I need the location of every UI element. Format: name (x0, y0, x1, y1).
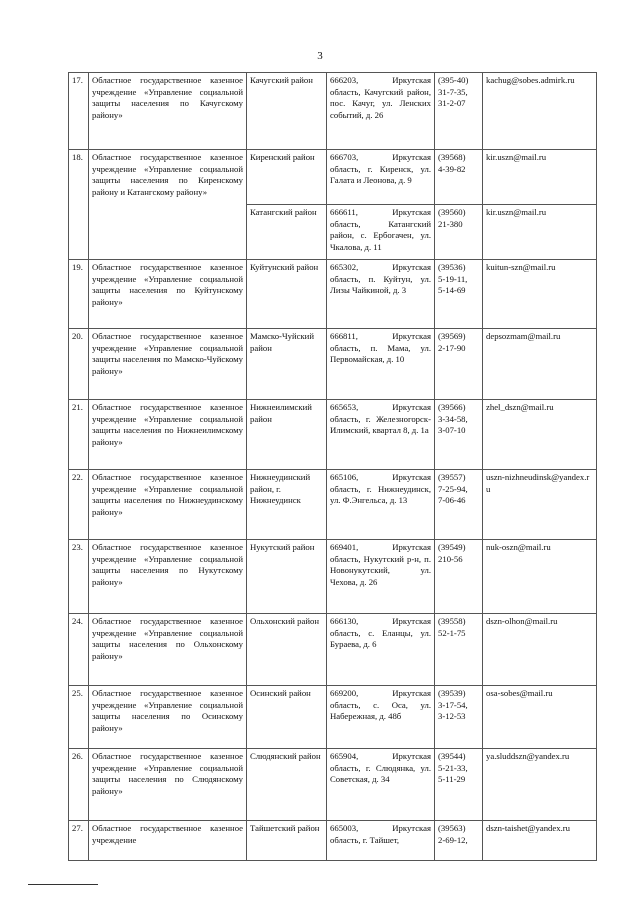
table-row (69, 749, 597, 821)
phone-line: (39568) (438, 152, 466, 162)
email-address: dszn-olhon@mail.ru (483, 614, 597, 686)
phone-line: (395-40) (438, 75, 469, 85)
institution-name: Областное государственное казенное учреждение «Управление социальной защиты населения по Осинскому району» (89, 686, 247, 749)
row-number: 17. (69, 73, 89, 150)
phone-line: 2-17-90 (438, 342, 466, 353)
institution-name: Областное государственное казенное учреждение «Управление социальной защиты населения по Киренскому району и Катангскому району» (89, 150, 247, 260)
row-number: 22. (69, 470, 89, 540)
phone-numbers (435, 686, 483, 749)
phone-numbers (435, 329, 483, 400)
service-area: Нукутский район (247, 540, 327, 614)
email-address: kuitun-szn@mail.ru (483, 260, 597, 329)
phone-line: 5-11-29 (438, 774, 466, 785)
email-address: kachug@sobes.admirk.ru (483, 73, 597, 150)
service-area: Куйтунский район (247, 260, 327, 329)
email-address: dszn-taishet@yandex.ru (483, 821, 597, 861)
institution-name: Областное государственное казенное учреждение «Управление социальной защиты населения по Нижнеудинскому району» (89, 470, 247, 540)
phone-numbers (435, 470, 483, 540)
service-area: Нижнеилимский район (247, 400, 327, 470)
institution-name: Областное государственное казенное учреждение (89, 821, 247, 861)
table-row (69, 150, 597, 205)
table-row (69, 686, 597, 749)
phone-line: 5-14-69 (438, 285, 466, 296)
postal-address: 669200, Иркутская область, с. Оса, ул. Набережная, д. 48б (327, 686, 435, 749)
phone-numbers (435, 614, 483, 686)
table-row (69, 400, 597, 470)
phone-line: 210-56 (438, 553, 463, 564)
phone-line: 21-380 (438, 218, 463, 229)
phone-line: (39544) (438, 751, 466, 761)
postal-address: 665003, Иркутская область, г. Тайшет, (327, 821, 435, 861)
institution-name: Областное государственное казенное учреждение «Управление социальной защиты населения по Нижнеилимскому району» (89, 400, 247, 470)
service-area: Слюдянский район (247, 749, 327, 821)
phone-line: 4-39-82 (438, 163, 466, 174)
phone-line: 5-21-33, (438, 762, 468, 773)
postal-address: 665653, Иркутская область, г. Железногорск-Илимский, квартал 8, д. 1а (327, 400, 435, 470)
phone-line: (39563) (438, 823, 466, 833)
phone-numbers (435, 540, 483, 614)
phone-line: 3-17-54, (438, 699, 468, 710)
table-row (69, 260, 597, 329)
phone-numbers (435, 400, 483, 470)
phone-line: (39566) (438, 402, 466, 412)
postal-address: 666130, Иркутская область, с. Еланцы, ул. Бураева, д. 6 (327, 614, 435, 686)
institution-name: Областное государственное казенное учреждение «Управление социальной защиты населения по Слюдянскому району» (89, 749, 247, 821)
institution-name: Областное государственное казенное учреждение «Управление социальной защиты населения по Ольхонскому району» (89, 614, 247, 686)
email-address: osa-sobes@mail.ru (483, 686, 597, 749)
row-number: 23. (69, 540, 89, 614)
table-row (69, 821, 597, 861)
phone-line: 3-07-10 (438, 425, 466, 436)
email-address: ya.sluddszn@yandex.ru (483, 749, 597, 821)
table-row (69, 540, 597, 614)
phone-line: (39560) (438, 207, 466, 217)
phone-line: (39569) (438, 331, 466, 341)
service-area: Мамско-Чуйский район (247, 329, 327, 400)
row-number: 24. (69, 614, 89, 686)
phone-line: 3-12-53 (438, 711, 466, 722)
phone-line: (39549) (438, 542, 466, 552)
institutions-table (68, 72, 597, 861)
phone-line: (39557) (438, 472, 466, 482)
service-area: Осинский район (247, 686, 327, 749)
postal-address: 666203, Иркутская область, Качугский район, пос. Качуг, ул. Ленских событий, д. 26 (327, 73, 435, 150)
row-number: 25. (69, 686, 89, 749)
phone-line: 31-2-07 (438, 98, 466, 109)
phone-numbers (435, 260, 483, 329)
postal-address: 666811, Иркутская область, п. Мама, ул. Первомайская, д. 10 (327, 329, 435, 400)
postal-address: 665302, Иркутская область, п. Куйтун, ул. Лизы Чайкиной, д. 3 (327, 260, 435, 329)
phone-numbers (435, 821, 483, 861)
phone-line: 7-25-94, (438, 483, 468, 494)
phone-line: 2-69-12, (438, 834, 468, 845)
email-address: kir.uszn@mail.ru (483, 205, 597, 260)
postal-address: 666611, Иркутская область, Катангский район, с. Ербогачен, ул. Чкалова, д. 11 (327, 205, 435, 260)
service-area: Тайшетский район (247, 821, 327, 861)
service-area: Ольхонский район (247, 614, 327, 686)
phone-line: 52-1-75 (438, 627, 466, 638)
service-area: Качугский район (247, 73, 327, 150)
service-area: Нижнеудинский район, г. Нижнеудинск (247, 470, 327, 540)
phone-numbers (435, 749, 483, 821)
institution-name: Областное государственное казенное учреждение «Управление социальной защиты населения по Качугскому району» (89, 73, 247, 150)
service-area: Киренский район (247, 150, 327, 205)
email-address: zhel_dszn@mail.ru (483, 400, 597, 470)
postal-address: 666703, Иркутская область, г. Киренск, ул. Галата и Леонова, д. 9 (327, 150, 435, 205)
table-row (69, 73, 597, 150)
phone-line: 7-06-46 (438, 495, 466, 506)
email-address: kir.uszn@mail.ru (483, 150, 597, 205)
row-number: 21. (69, 400, 89, 470)
page-number: 3 (317, 50, 323, 62)
table-row (69, 614, 597, 686)
table-row (69, 470, 597, 540)
postal-address: 669401, Иркутская область, Нукутский р-н, п. Новонукутский, ул. Чехова, д. 26 (327, 540, 435, 614)
phone-line: 3-34-58, (438, 413, 468, 424)
phone-numbers (435, 150, 483, 205)
table-body (69, 73, 597, 861)
phone-line: 31-7-35, (438, 86, 468, 97)
institution-name: Областное государственное казенное учреждение «Управление социальной защиты населения по Нукутскому району» (89, 540, 247, 614)
institution-name: Областное государственное казенное учреждение «Управление социальной защиты населения по Мамско-Чуйскому району» (89, 329, 247, 400)
email-address: depsozmam@mail.ru (483, 329, 597, 400)
row-number: 26. (69, 749, 89, 821)
phone-line: (39536) (438, 262, 466, 272)
footnote-rule (28, 884, 98, 885)
phone-line: 5-19-11, (438, 273, 468, 284)
phone-numbers (435, 205, 483, 260)
institution-name: Областное государственное казенное учреждение «Управление социальной защиты населения по Куйтунскому району» (89, 260, 247, 329)
postal-address: 665106, Иркутская область, г. Нижнеудинск, ул. Ф.Энгельса, д. 13 (327, 470, 435, 540)
service-area: Катангский район (247, 205, 327, 260)
row-number: 19. (69, 260, 89, 329)
row-number: 27. (69, 821, 89, 861)
phone-line: (39539) (438, 688, 466, 698)
phone-line: (39558) (438, 616, 466, 626)
postal-address: 665904, Иркутская область, г. Слюдянка, ул. Советская, д. 34 (327, 749, 435, 821)
row-number: 20. (69, 329, 89, 400)
email-address: uszn-nizhneudinsk@yandex.ru (483, 470, 597, 540)
email-address: nuk-oszn@mail.ru (483, 540, 597, 614)
table-row (69, 329, 597, 400)
phone-numbers (435, 73, 483, 150)
row-number: 18. (69, 150, 89, 260)
